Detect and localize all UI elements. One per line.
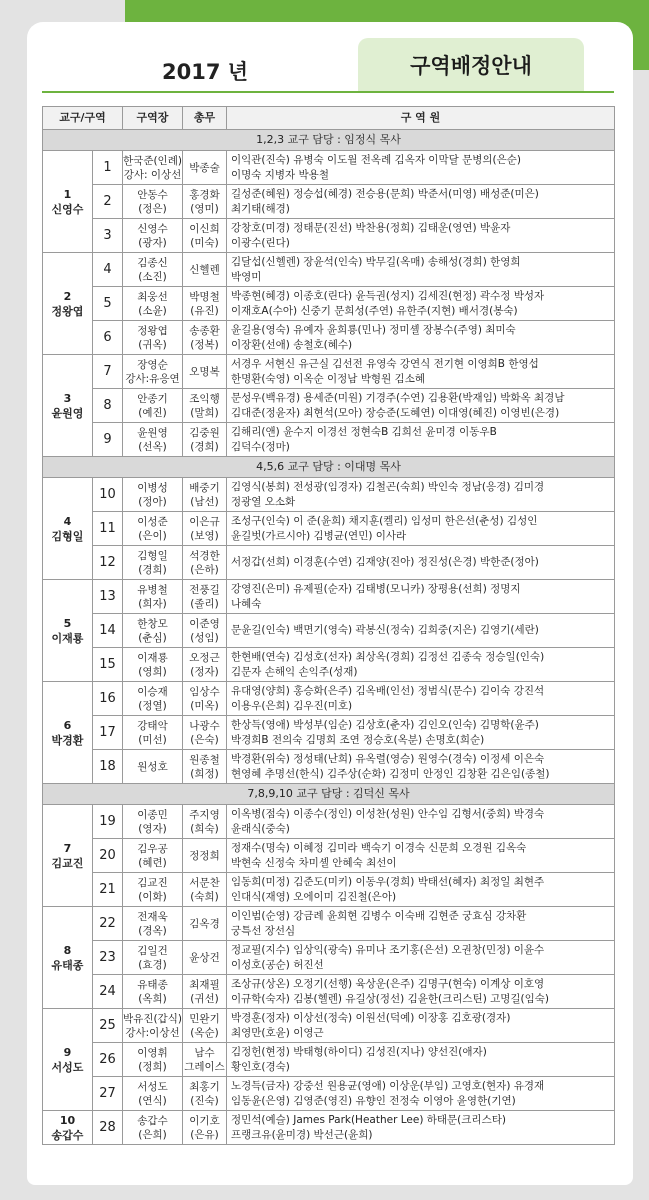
district-members: 박경환(위숙) 정성태(난희) 유옥렬(영승) 원영수(경숙) 이정세 이은숙 현영혜 추명선(한식) 김주상(순화) 김정미 안정인 김창환 김은임(종철) <box>227 750 615 784</box>
table-row <box>43 805 615 839</box>
district-leader: 서성도 (연식) <box>123 1077 183 1111</box>
table-row <box>43 355 615 389</box>
district-treasurer: 민완기 (옥순) <box>183 1009 227 1043</box>
district-number: 1 <box>93 151 123 185</box>
district-members: 문성우(백유경) 용세준(미원) 기경주(수연) 김용환(박재임) 박화옥 최경남 김대준(정윤자) 최현석(모아) 장승준(도혜연) 이대영(혜진) 이영빈(은경) <box>227 389 615 423</box>
district-leader: 한국준(인례) 강사: 이상선 <box>123 151 183 185</box>
district-number: 7 <box>93 355 123 389</box>
parish-number: 7 <box>63 841 72 855</box>
district-leader: 이병성 (정아) <box>123 478 183 512</box>
table-header-row <box>43 107 615 130</box>
parish-cell <box>43 1111 93 1145</box>
district-members: 강창호(미경) 정태문(진선) 박찬용(정희) 김태운(영연) 박윤자 이광수(린다) <box>227 219 615 253</box>
table-row <box>43 478 615 512</box>
table-row <box>43 1043 615 1077</box>
district-treasurer: 김옥경 <box>183 907 227 941</box>
district-members: 노경득(금자) 강중선 원용균(영애) 이상운(부임) 고영호(현자) 유경재 임동윤(은영) 김영준(영진) 유향인 전정숙 이영아 윤영한(기연) <box>227 1077 615 1111</box>
district-treasurer: 오명복 <box>183 355 227 389</box>
district-leader: 윤원영 (선옥) <box>123 423 183 457</box>
district-number: 6 <box>93 321 123 355</box>
table-row <box>43 546 615 580</box>
district-number: 18 <box>93 750 123 784</box>
table-row <box>43 1009 615 1043</box>
district-leader: 안동수 (정은) <box>123 185 183 219</box>
district-treasurer: 이신희 (미숙) <box>183 219 227 253</box>
district-treasurer: 이준영 (성임) <box>183 614 227 648</box>
district-number: 3 <box>93 219 123 253</box>
district-number: 14 <box>93 614 123 648</box>
section-header-row <box>43 784 615 805</box>
district-leader: 최웅선 (소윤) <box>123 287 183 321</box>
district-treasurer: 석경한 (은하) <box>183 546 227 580</box>
district-members: 김달섭(신헬렌) 장윤석(인숙) 박무길(옥매) 송해성(경희) 한영희 박영미 <box>227 253 615 287</box>
district-number: 15 <box>93 648 123 682</box>
parish-pastor-name: 윤원영 <box>51 406 84 420</box>
district-members: 문윤길(인숙) 백면기(영숙) 곽봉신(정숙) 김희중(지은) 김영기(세란) <box>227 614 615 648</box>
district-members: 정민석(예슬) James Park(Heather Lee) 하태문(크리스타) 프랭크유(윤미경) 박선근(윤희) <box>227 1111 615 1145</box>
district-leader: 김교진 (이화) <box>123 873 183 907</box>
district-treasurer: 배중기 (남선) <box>183 478 227 512</box>
table-row <box>43 580 615 614</box>
district-treasurer: 최홍기 (진숙) <box>183 1077 227 1111</box>
district-members: 서경우 서현신 유근실 김선전 유영숙 강연식 전기현 이영희B 한영섭 한명환(숙영) 이옥순 이정남 박형원 김소혜 <box>227 355 615 389</box>
district-number: 2 <box>93 185 123 219</box>
district-leader: 정왕엽 (귀옥) <box>123 321 183 355</box>
district-number: 20 <box>93 839 123 873</box>
district-members: 이인범(순영) 강금례 윤희현 김병수 이숙배 김현준 궁효심 강차환 궁특선 장선심 <box>227 907 615 941</box>
district-leader: 이종민 (영자) <box>123 805 183 839</box>
district-leader: 신영수 (광자) <box>123 219 183 253</box>
district-treasurer: 홍경화 (영미) <box>183 185 227 219</box>
district-number: 10 <box>93 478 123 512</box>
column-header-members: 구 역 원 <box>227 107 615 130</box>
district-treasurer: 박명철 (유진) <box>183 287 227 321</box>
table-row <box>43 716 615 750</box>
district-members: 임동희(미정) 김준도(미키) 이동우(경희) 박태선(혜자) 최정일 최현주 인대식(재영) 오에이미 김진철(은아) <box>227 873 615 907</box>
table-row <box>43 750 615 784</box>
district-number: 16 <box>93 682 123 716</box>
district-number: 28 <box>93 1111 123 1145</box>
district-treasurer: 오정근 (정자) <box>183 648 227 682</box>
district-number: 21 <box>93 873 123 907</box>
district-number: 9 <box>93 423 123 457</box>
parish-number: 1 <box>63 187 72 201</box>
title-underline <box>42 91 614 93</box>
district-members: 윤길용(영숙) 유예자 윤희룡(민나) 정미셸 장봉수(주영) 최미숙 이장환(선애) 송철호(혜수) <box>227 321 615 355</box>
district-treasurer: 서문찬 (숙희) <box>183 873 227 907</box>
district-leader: 이재룡 (영희) <box>123 648 183 682</box>
district-number: 11 <box>93 512 123 546</box>
district-leader: 김우공 (혜련) <box>123 839 183 873</box>
district-leader: 강태악 (미선) <box>123 716 183 750</box>
table-row <box>43 682 615 716</box>
parish-number: 9 <box>63 1045 72 1059</box>
parish-pastor-name: 신영수 <box>51 202 84 216</box>
table-row <box>43 321 615 355</box>
district-leader: 원성호 <box>123 750 183 784</box>
parish-cell <box>43 907 93 1009</box>
section-header-row <box>43 130 615 151</box>
table-row <box>43 423 615 457</box>
district-members: 박종현(혜경) 이종호(린다) 윤득권(성지) 김세진(현정) 곽수정 박성자 이재호A(수아) 신중기 문희성(주연) 유한주(지현) 배서경(봉숙) <box>227 287 615 321</box>
table-row <box>43 185 615 219</box>
district-members: 한현배(연숙) 김성호(선자) 최상옥(경희) 김정선 김종숙 정승일(인숙) 김문자 손해익 손익주(성재) <box>227 648 615 682</box>
district-members: 조상규(상온) 오정기(선행) 육상운(은주) 김명구(현숙) 이계상 이호영 이규학(숙자) 김봉(헬렌) 유길상(정선) 김윤한(크리스틴) 고명길(임숙) <box>227 975 615 1009</box>
district-number: 19 <box>93 805 123 839</box>
district-treasurer: 조익행 (말희) <box>183 389 227 423</box>
district-leader: 송갑수 (은희) <box>123 1111 183 1145</box>
table-row <box>43 873 615 907</box>
section-label: 4,5,6 교구 담당 : 이대명 목사 <box>43 457 615 478</box>
parish-number: 4 <box>63 514 72 528</box>
district-treasurer: 이은규 (보영) <box>183 512 227 546</box>
district-members: 정재수(명숙) 이혜정 김미라 백숙기 이경숙 신문희 오경원 김옥숙 박현숙 신정숙 차미셸 안혜숙 최선이 <box>227 839 615 873</box>
bottom-gray-margin <box>0 1185 649 1200</box>
parish-pastor-name: 김형일 <box>51 529 84 543</box>
parish-pastor-name: 이재룡 <box>51 631 84 645</box>
district-treasurer: 나광수 (은숙) <box>183 716 227 750</box>
table-row <box>43 941 615 975</box>
district-treasurer: 최재필 (귀선) <box>183 975 227 1009</box>
parish-number: 3 <box>63 391 72 405</box>
district-treasurer: 이기호 (은유) <box>183 1111 227 1145</box>
parish-pastor-name: 송갑수 <box>51 1128 84 1142</box>
parish-pastor-name: 김교진 <box>51 856 84 870</box>
column-header-leader: 구역장 <box>123 107 183 130</box>
table-row <box>43 839 615 873</box>
district-leader: 이승재 (정열) <box>123 682 183 716</box>
district-number: 4 <box>93 253 123 287</box>
section-header-row <box>43 457 615 478</box>
district-number: 5 <box>93 287 123 321</box>
parish-cell <box>43 682 93 784</box>
parish-cell <box>43 355 93 457</box>
district-number: 24 <box>93 975 123 1009</box>
page-title: 구역배정안내 <box>410 54 532 78</box>
district-treasurer: 전풍길 (졸리) <box>183 580 227 614</box>
district-number: 26 <box>93 1043 123 1077</box>
district-number: 12 <box>93 546 123 580</box>
district-number: 25 <box>93 1009 123 1043</box>
district-treasurer: 신헬렌 <box>183 253 227 287</box>
district-leader: 이영휘 (정희) <box>123 1043 183 1077</box>
district-treasurer: 박종술 <box>183 151 227 185</box>
district-table <box>42 106 615 1145</box>
parish-number: 6 <box>63 718 72 732</box>
district-treasurer: 김중원 (경희) <box>183 423 227 457</box>
parish-pastor-name: 서성도 <box>51 1060 84 1074</box>
district-leader: 장영순 강사:유응연 <box>123 355 183 389</box>
district-number: 13 <box>93 580 123 614</box>
year-label: 2017 년 <box>162 60 249 84</box>
parish-cell <box>43 1009 93 1111</box>
parish-pastor-name: 정왕엽 <box>51 304 84 318</box>
table-row <box>43 151 615 185</box>
parish-pastor-name: 유태종 <box>51 958 84 972</box>
district-members: 서정갑(선희) 이경훈(수연) 김재양(진아) 정진성(은경) 박한준(정아) <box>227 546 615 580</box>
table-row <box>43 287 615 321</box>
parish-number: 5 <box>63 616 72 630</box>
section-label: 1,2,3 교구 담당 : 임정식 목사 <box>43 130 615 151</box>
district-members: 조성구(인숙) 이 준(윤희) 채지훈(켈리) 임성미 한은선(춘성) 김성인 윤길벗(가르시아) 김병균(연민) 이사라 <box>227 512 615 546</box>
district-number: 8 <box>93 389 123 423</box>
district-leader: 김일건 (효경) <box>123 941 183 975</box>
table-row <box>43 614 615 648</box>
district-members: 김영식(봉희) 전성광(임경자) 김철곤(숙희) 박인숙 정남(응경) 김미경 정광열 오소화 <box>227 478 615 512</box>
district-leader: 유태종 (옥희) <box>123 975 183 1009</box>
district-members: 박경훈(정자) 이상선(정숙) 이원선(덕예) 이장홍 김호광(경자) 최영만(호윤) 이영근 <box>227 1009 615 1043</box>
parish-cell <box>43 805 93 907</box>
district-number: 27 <box>93 1077 123 1111</box>
table-row <box>43 253 615 287</box>
table-row <box>43 648 615 682</box>
district-number: 23 <box>93 941 123 975</box>
district-number: 17 <box>93 716 123 750</box>
district-treasurer: 정정희 <box>183 839 227 873</box>
district-members: 길성준(혜원) 정승섭(혜경) 전승용(문희) 박준서(미영) 배성준(미은) 최기태(해경) <box>227 185 615 219</box>
district-treasurer: 송종환 (정복) <box>183 321 227 355</box>
table-row <box>43 1111 615 1145</box>
district-treasurer: 원종철 (희정) <box>183 750 227 784</box>
section-label: 7,8,9,10 교구 담당 : 김덕신 목사 <box>43 784 615 805</box>
district-leader: 박유진(갑식) 강사:이상선 <box>123 1009 183 1043</box>
parish-cell <box>43 478 93 580</box>
parish-cell <box>43 580 93 682</box>
column-header-district: 교구/구역 <box>43 107 123 130</box>
parish-number: 10 <box>59 1113 76 1127</box>
district-members: 정교필(지수) 임상익(광숙) 유미나 조기홍(은선) 오권창(민정) 이윤수 이성호(공순) 허진선 <box>227 941 615 975</box>
table-row <box>43 975 615 1009</box>
district-number: 22 <box>93 907 123 941</box>
parish-cell <box>43 151 93 253</box>
district-members: 김정헌(현정) 박태형(하이디) 김성진(지나) 양선진(애자) 황인호(경숙) <box>227 1043 615 1077</box>
district-members: 이익관(진숙) 유병숙 이도월 전옥례 김옥자 이막달 문병의(은순) 이명숙 지병자 박용철 <box>227 151 615 185</box>
district-treasurer: 주지영 (희숙) <box>183 805 227 839</box>
district-members: 한상득(영애) 박성부(임순) 김상호(춘자) 김인오(인숙) 김명학(윤주) 박경희B 전의숙 김명희 조연 정승호(옥분) 손명호(희순) <box>227 716 615 750</box>
district-treasurer: 남수 그레이스 <box>183 1043 227 1077</box>
column-header-treasurer: 총무 <box>183 107 227 130</box>
district-members: 유대영(양희) 홍승화(은주) 김옥배(인선) 정범식(문수) 김이숙 강진석 이용우(은희) 김우진(미호) <box>227 682 615 716</box>
district-members: 강영진(은미) 유제필(순자) 김태병(모니카) 장평용(선희) 정명지 나혜숙 <box>227 580 615 614</box>
table-row <box>43 512 615 546</box>
district-leader: 전재욱 (경옥) <box>123 907 183 941</box>
district-treasurer: 임상수 (미옥) <box>183 682 227 716</box>
table-row <box>43 1077 615 1111</box>
parish-cell <box>43 253 93 355</box>
district-members: 이옥병(점숙) 이종수(정인) 이성찬(성원) 안수임 김형서(중희) 박경숙 윤래식(중숙) <box>227 805 615 839</box>
parish-number: 2 <box>63 289 72 303</box>
district-leader: 김형일 (경희) <box>123 546 183 580</box>
district-leader: 김종신 (소진) <box>123 253 183 287</box>
district-leader: 유병철 (희자) <box>123 580 183 614</box>
district-leader: 한창모 (춘심) <box>123 614 183 648</box>
parish-pastor-name: 박경환 <box>51 733 84 747</box>
parish-number: 8 <box>63 943 72 957</box>
district-members: 김해리(앤) 윤수지 이경선 정현숙B 김희선 윤미경 이동우B 김덕수(정마) <box>227 423 615 457</box>
table-row <box>43 907 615 941</box>
district-leader: 이성준 (은이) <box>123 512 183 546</box>
table-row <box>43 219 615 253</box>
district-treasurer: 윤상건 <box>183 941 227 975</box>
table-row <box>43 389 615 423</box>
district-leader: 안종기 (예진) <box>123 389 183 423</box>
